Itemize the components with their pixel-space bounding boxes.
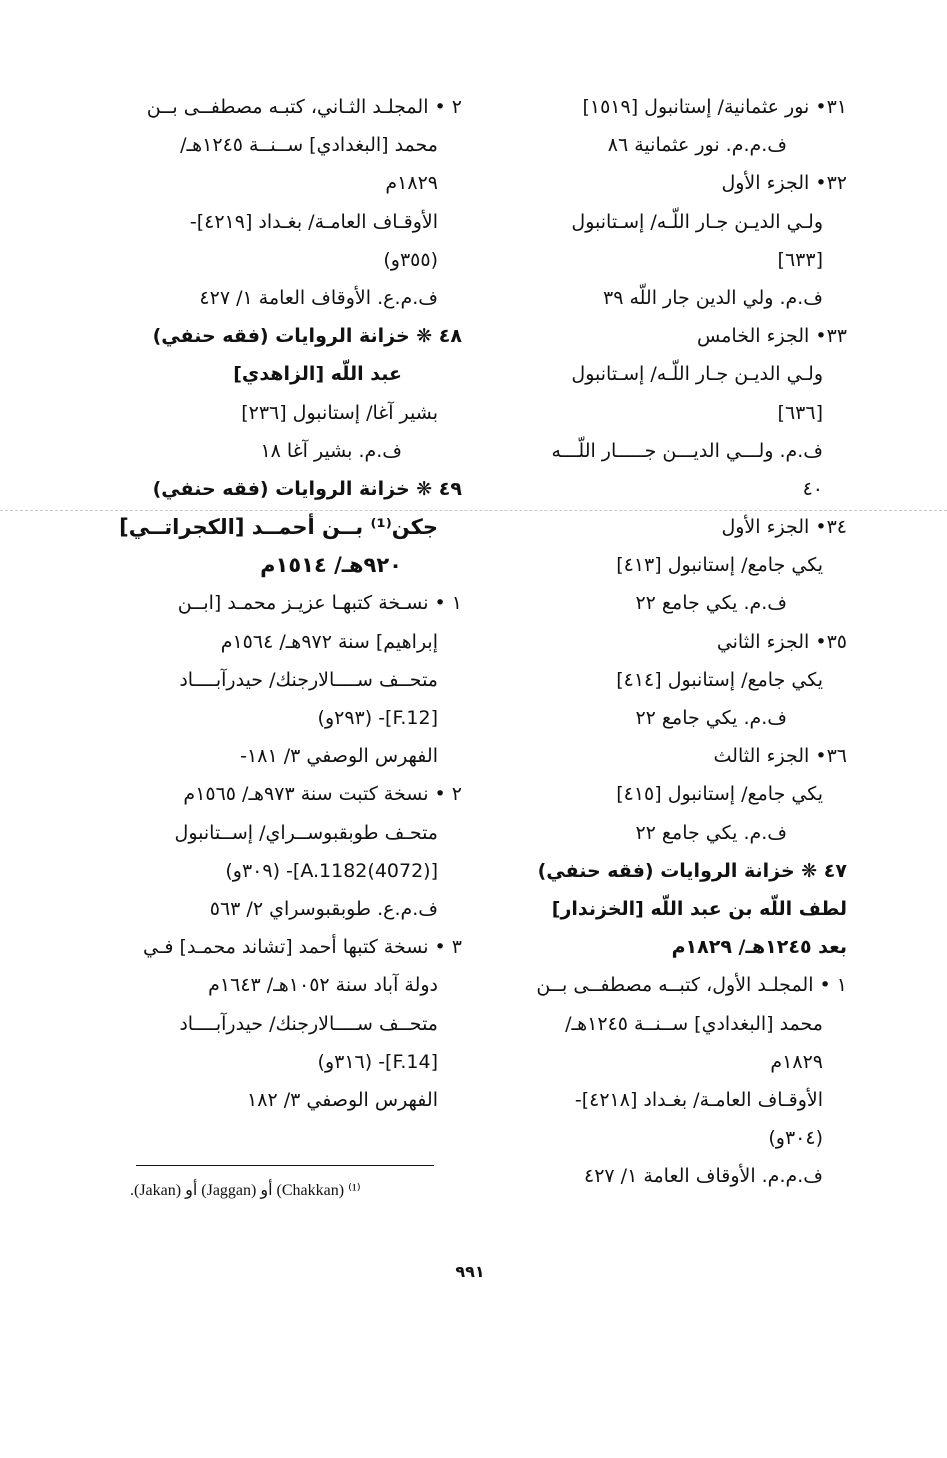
text-line: الفهرس الوصفي ٣/ ١٨٢ (247, 1088, 438, 1111)
text-line: ف.م. يكي جامع ٢٢ (635, 821, 787, 844)
entry-heading-line: لطف اللّه بن عبد اللّه [الخزندار] (551, 897, 847, 920)
text-line: محمد [البغدادي] ســنــة ١٢٤٥هـ/ (565, 1012, 823, 1035)
text-line: ف.م. يكي جامع ٢٢ (635, 707, 787, 729)
text-line: ١ • المجلـد الأول، كتبــه مصطفــى بــن (536, 974, 847, 997)
text-line: ٣٢• الجزء الأول (721, 172, 847, 195)
text-line: ولـي الديـن جـار اللّـه/ إسـتانبول (571, 210, 823, 233)
text-line: ف.م.ع. طوبقبوسراي ٢/ ٥٦٣ (209, 897, 438, 920)
text-line: ف.م. بشير آغا ١٨ (260, 439, 402, 462)
text-line: (٣٠٤و) (768, 1127, 823, 1150)
text-line: يكي جامع/ إستانبول [٤١٤] (616, 668, 823, 691)
text-line: ٣٦• الجزء الثالث (713, 745, 847, 768)
text-line: إبراهيم] سنة ٩٧٢هـ/ ١٥٦٤م (220, 630, 438, 653)
page-number: ٩٩١ (455, 1262, 485, 1281)
text-line: متحــف ســــالارجنك/ حيدرآبــــاد (179, 1012, 438, 1035)
text-line: ٢ • المجلـد الثـاني، كتبـه مصطفــى بــن (146, 96, 462, 118)
text-line: الفهرس الوصفي ٣/ ١٨١- (240, 745, 438, 768)
text-line: ٣٣• الجزء الخامس (697, 325, 847, 348)
footnote-separator (136, 1165, 434, 1166)
text-line: ٣١• نور عثمانية/ إستانبول [١٥١٩] (582, 96, 847, 118)
text-line: [F.12]- (٢٩٣و) (317, 707, 438, 729)
right-column (485, 88, 847, 1195)
text-line: (٣٥٥و) (383, 248, 438, 271)
text-line: ١٨٢٩م (385, 172, 438, 195)
text-line: ٤٠ (802, 477, 823, 500)
text-line: ف.م. يكي جامع ٢٢ (635, 592, 787, 615)
text-line: بشير آغا/ إستانبول [٢٣٦] (241, 401, 438, 424)
text-line: ولـي الديـن جـار اللّـه/ إسـتانبول (571, 363, 823, 386)
footnote: ⁽¹⁾ (Chakkan) أو (Jaggan) أو (Jakan). (130, 1182, 361, 1199)
text-line: متحـف طوبقبوســراي/ إســتانبول (174, 821, 438, 844)
entry-heading-line: عبد اللّه [الزاهدي] (233, 363, 402, 386)
text-line: ف.م.م. نور عثمانية ٨٦ (607, 134, 787, 157)
text-line: متحــف ســــالارجنك/ حيدرآبــــاد (179, 668, 438, 691)
text-line: ٣٥• الجزء الثاني (716, 630, 847, 653)
text-line: ف.م. ولي الدين جار اللّه ٣٩ (602, 286, 823, 309)
text-line: ٢ • نسخة كتبت سنة ٩٧٣هـ/ ١٥٦٥م (183, 783, 462, 806)
text-line: الأوقـاف العامـة/ بغـداد [٤٢١٨]- (574, 1088, 823, 1111)
text-line: [٦٣٦] (777, 401, 823, 424)
text-line: ف.م.ع. الأوقاف العامة ١/ ٤٢٧ (199, 286, 438, 309)
entry-heading-line: ٤٨ ❋ خزانة الروايات (فقه حنفي) (152, 325, 462, 348)
scan-artifact-line (0, 510, 947, 511)
text-line: ١٨٢٩م (770, 1050, 823, 1073)
text-line: ٣٤• الجزء الأول (721, 516, 847, 539)
entry-heading-line: ٤٧ ❋ خزانة الروايات (فقه حنفي) (537, 859, 847, 882)
text-line: [(4072)A.1182]- (٣٠٩و) (225, 859, 438, 882)
text-line: ١ • نسـخة كتبهـا عزيـز محمـد [ابــن (177, 592, 462, 615)
text-line: يكي جامع/ إستانبول [٤١٥] (616, 783, 823, 806)
text-line: ٣ • نسخة كتبها أحمد [تشاند محمـد] فـي (143, 936, 462, 959)
entry-heading-line: ٤٩ ❋ خزانة الروايات (فقه حنفي) (152, 477, 462, 500)
text-line: محمد [البغدادي] ســنــة ١٢٤٥هـ/ (180, 134, 438, 157)
text-line: يكي جامع/ إستانبول [٤١٣] (616, 554, 823, 577)
entry-heading-line: ٩٢٠هـ/ ١٥١٤م (260, 553, 402, 578)
text-line: الأوقـاف العامـة/ بغـداد [٤٢١٩]- (189, 210, 438, 233)
text-line: دولة آباد سنة ١٠٥٢هـ/ ١٦٤٣م (208, 974, 438, 997)
text-line: ف.م.م. الأوقاف العامة ١/ ٤٢٧ (583, 1165, 823, 1188)
entry-heading-line: بعد ١٢٤٥هـ/ ١٨٢٩م (671, 936, 847, 959)
text-line: ف.م. ولـــي الديـــن جـــــار اللّـــه (551, 439, 823, 462)
left-column (100, 88, 462, 1119)
entry-heading-line: جكن⁽¹⁾ بــن أحمــد [الكجراتــي] (119, 515, 438, 540)
text-line: [F.14]- (٣١٦و) (317, 1050, 438, 1073)
text-line: [٦٣٣] (777, 248, 823, 271)
